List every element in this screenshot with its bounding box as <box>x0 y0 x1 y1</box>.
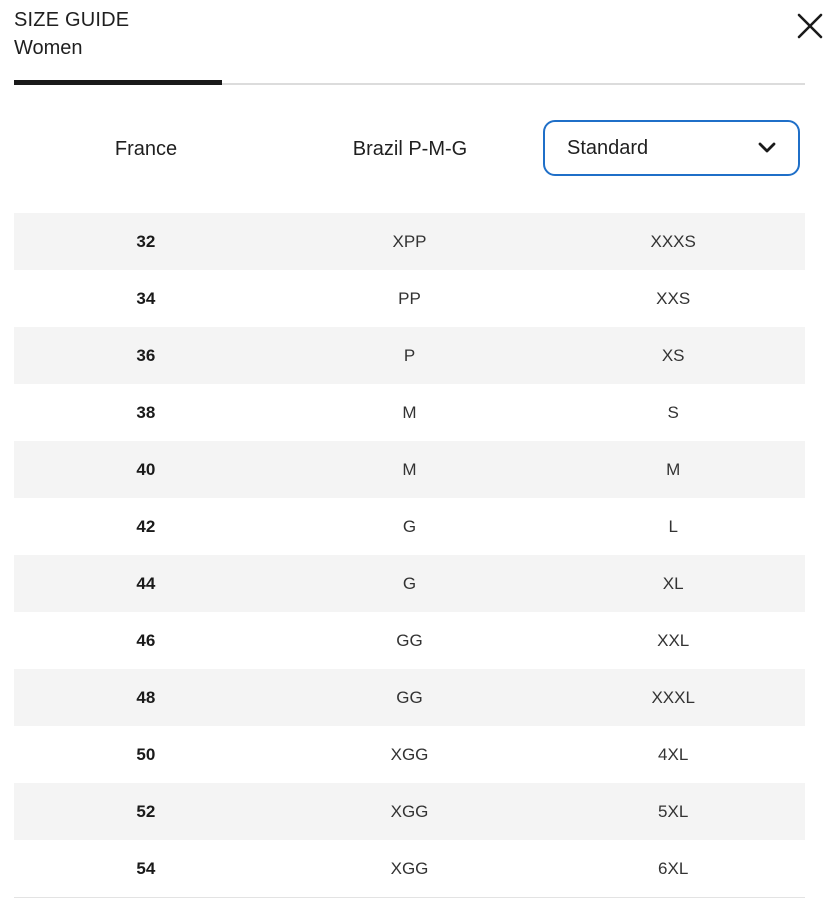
size-brazil-cell: GG <box>396 630 423 650</box>
size-france-cell: 34 <box>136 288 156 308</box>
close-button[interactable] <box>794 10 826 42</box>
size-france-cell: 40 <box>136 459 156 479</box>
size-france-cell: 50 <box>136 744 156 764</box>
size-standard-cell: XXS <box>656 288 691 308</box>
size-france-cell: 42 <box>136 516 156 536</box>
size-brazil-cell: P <box>403 345 416 365</box>
table-row <box>14 726 805 783</box>
size-france-cell: 32 <box>136 231 156 251</box>
size-france-cell: 36 <box>136 345 156 365</box>
size-standard-cell: XXXL <box>651 687 695 707</box>
divider <box>14 897 805 898</box>
size-standard-cell: 6XL <box>658 858 689 878</box>
size-brazil-cell: M <box>402 459 417 479</box>
size-brazil-cell: M <box>402 402 417 422</box>
size-standard-cell: XXL <box>657 630 690 650</box>
table-row <box>14 612 805 669</box>
size-standard-cell: XXXS <box>650 231 696 251</box>
table-row <box>14 270 805 327</box>
table-row <box>14 213 805 270</box>
size-brazil-cell: G <box>402 573 417 593</box>
table-row <box>14 498 805 555</box>
page-title: SIZE GUIDE <box>14 9 130 31</box>
size-brazil-cell: XGG <box>390 744 429 764</box>
size-france-cell: 38 <box>136 402 156 422</box>
table-row <box>14 327 805 384</box>
table-row <box>14 840 805 897</box>
size-brazil-cell: XGG <box>390 858 429 878</box>
size-standard-cell: XS <box>661 345 685 365</box>
size-france-cell: 46 <box>136 630 156 650</box>
size-brazil-cell: GG <box>396 687 423 707</box>
table-row <box>14 783 805 840</box>
size-brazil-cell: XGG <box>390 801 429 821</box>
size-system-select-value: Standard <box>567 136 649 159</box>
size-standard-cell: 4XL <box>658 744 689 764</box>
size-brazil-cell: XPP <box>392 231 427 251</box>
table-row <box>14 441 805 498</box>
chevron-down-icon <box>758 142 776 154</box>
size-standard-cell: M <box>666 459 681 479</box>
size-table <box>14 213 805 897</box>
table-row <box>14 384 805 441</box>
size-system-select[interactable] <box>543 120 800 176</box>
size-guide-header <box>14 6 129 62</box>
size-brazil-cell: PP <box>398 288 421 308</box>
size-standard-cell: 5XL <box>658 801 689 821</box>
table-row <box>14 669 805 726</box>
size-france-cell: 48 <box>136 687 156 707</box>
size-france-cell: 54 <box>136 858 156 878</box>
table-row <box>14 555 805 612</box>
size-standard-cell: XL <box>662 573 684 593</box>
column-header-france: France <box>114 137 178 160</box>
tab-women-active-indicator[interactable] <box>14 80 222 85</box>
size-france-cell: 52 <box>136 801 156 821</box>
close-icon <box>797 13 823 39</box>
size-brazil-cell: G <box>402 516 417 536</box>
column-header-brazil: Brazil P-M-G <box>352 137 468 160</box>
page-subtitle: Women <box>14 37 83 59</box>
size-france-cell: 44 <box>136 573 156 593</box>
size-standard-cell: L <box>668 516 678 536</box>
size-standard-cell: S <box>667 402 679 422</box>
